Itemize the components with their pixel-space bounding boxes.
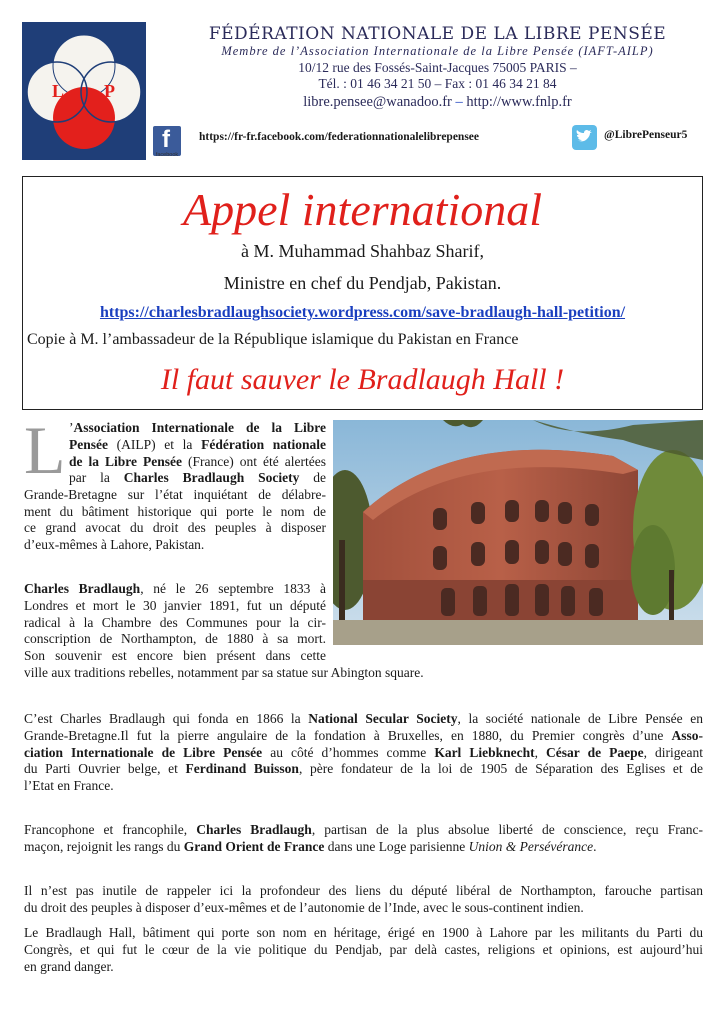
paragraph-francophile: Francophone et francophile, Charles Bradlaugh, partisan de la plus absolue liberté de conscience, reçu Franc- maçon, rejoignit les rangs du Grand Orient de France dans une Loge parisienne Union & Persévérance.: [24, 822, 703, 854]
website-link[interactable]: http://www.fnlp.fr: [466, 94, 572, 110]
drop-cap: L: [24, 412, 66, 488]
paragraph-bradlaugh-bio: Charles Bradlaugh, né le 26 septembre 1833 à Londres et mort le 30 janvier 1891, fut un député radical à la Chambre des Communes pour la cir- conscription de Northampton, de 1880 à sa mort. Son souvenir est encore bien présent dans cette: [24, 581, 326, 664]
federation-title: FÉDÉRATION NATIONALE DE LA LIBRE PENSÉE: [208, 24, 667, 44]
logo-letter-p: P: [104, 81, 115, 101]
appeal-slogan: Il faut sauver le Bradlaugh Hall !: [160, 363, 565, 396]
twitter-bird-icon[interactable]: [572, 125, 597, 150]
appeal-addressee: à M. Muhammad Shahbaz Sharif,: [241, 241, 484, 261]
appeal-title: Appel international: [182, 184, 542, 235]
copy-to-line: Copie à M. l’ambassadeur de la République islamique du Pakistan en France: [27, 331, 519, 348]
paragraph-intro-bottom: par la Charles Bradlaugh Society de Grande-Bretagne sur l’état inquiétant de délabre- ment du bâtiment historique qui porte le nom de ce grand avocat du droit des peuples à disposer d’eux-mêmes à Lahore, Pakistan.: [24, 470, 326, 553]
paragraph-india-links: Il n’est pas inutile de rappeler ici la profondeur des liens du député libéral de Northampton, farouche partisan du droit des peuples à disposer d’eux-mêmes et de l’autonomie de l’Inde, avec le sous-continent indien.: [24, 883, 703, 915]
phone-fax: Tél. : 01 46 34 21 50 – Fax : 01 46 34 21 84: [318, 76, 557, 91]
petition-link[interactable]: https://charlesbradlaughsociety.wordpress.com/save-bradlaugh-hall-petition/: [99, 304, 626, 321]
facebook-icon[interactable]: f: [153, 126, 181, 156]
paragraph-bradlaugh-hall-danger: Le Bradlaugh Hall, bâtiment qui porte son nom en héritage, érigé en 1900 à Lahore par les militants du Parti du Congrès, et qui fut le cœur de la vie politique du Pendjab, par delà castes, religions et opinions, est aujourd’hui en grand danger.: [24, 925, 703, 974]
logo-letter-l: L: [52, 81, 65, 101]
membership-line: Membre de l’Association Internationale de la Libre Pensée (IAFT-AILP): [221, 44, 654, 58]
twitter-handle[interactable]: @LibrePenseur5: [604, 129, 688, 141]
contact-separator: –: [455, 94, 463, 110]
appeal-box: [22, 176, 703, 410]
facebook-url[interactable]: https://fr-fr.facebook.com/federationnationalelibrepensee: [199, 131, 480, 143]
appeal-addressee-role: Ministre en chef du Pendjab, Pakistan.: [223, 273, 502, 293]
federation-logo: [22, 22, 146, 160]
email-link[interactable]: libre.pensee@wanadoo.fr: [303, 94, 452, 110]
paragraph-intro-top: ’Association Internationale de la Libre Pensée (AILP) et la Fédération nationale de la Libre Pensée (France) ont été alertées: [69, 420, 326, 469]
postal-address: 10/12 rue des Fossés-Saint-Jacques 75005 PARIS –: [298, 60, 577, 75]
bradlaugh-hall-photo: [333, 420, 703, 645]
paragraph-bradlaugh-bio-end: ville aux traditions rebelles, notamment par sa statue sur Abington square.: [24, 665, 424, 680]
facebook-caption: facebook: [155, 152, 179, 158]
paragraph-national-secular-society: C’est Charles Bradlaugh qui fonda en 1866 la National Secular Society, la société nationale de Libre Pensée en Grande-Bretagne.Il fut la pierre angulaire de la fondation à Bruxelles, en 1880, du Premier congrès d’une Asso- ciation Internationale de Libre Pensée au côté d’hommes comme Karl Liebknecht, César de Paepe, dirigeant du Parti Ouvrier belge, et Ferdinand Buisson, père fondateur de la loi de 1905 de Séparation des Eglises et de l’Etat en France.: [24, 711, 703, 794]
contact-line: [160, 94, 715, 111]
